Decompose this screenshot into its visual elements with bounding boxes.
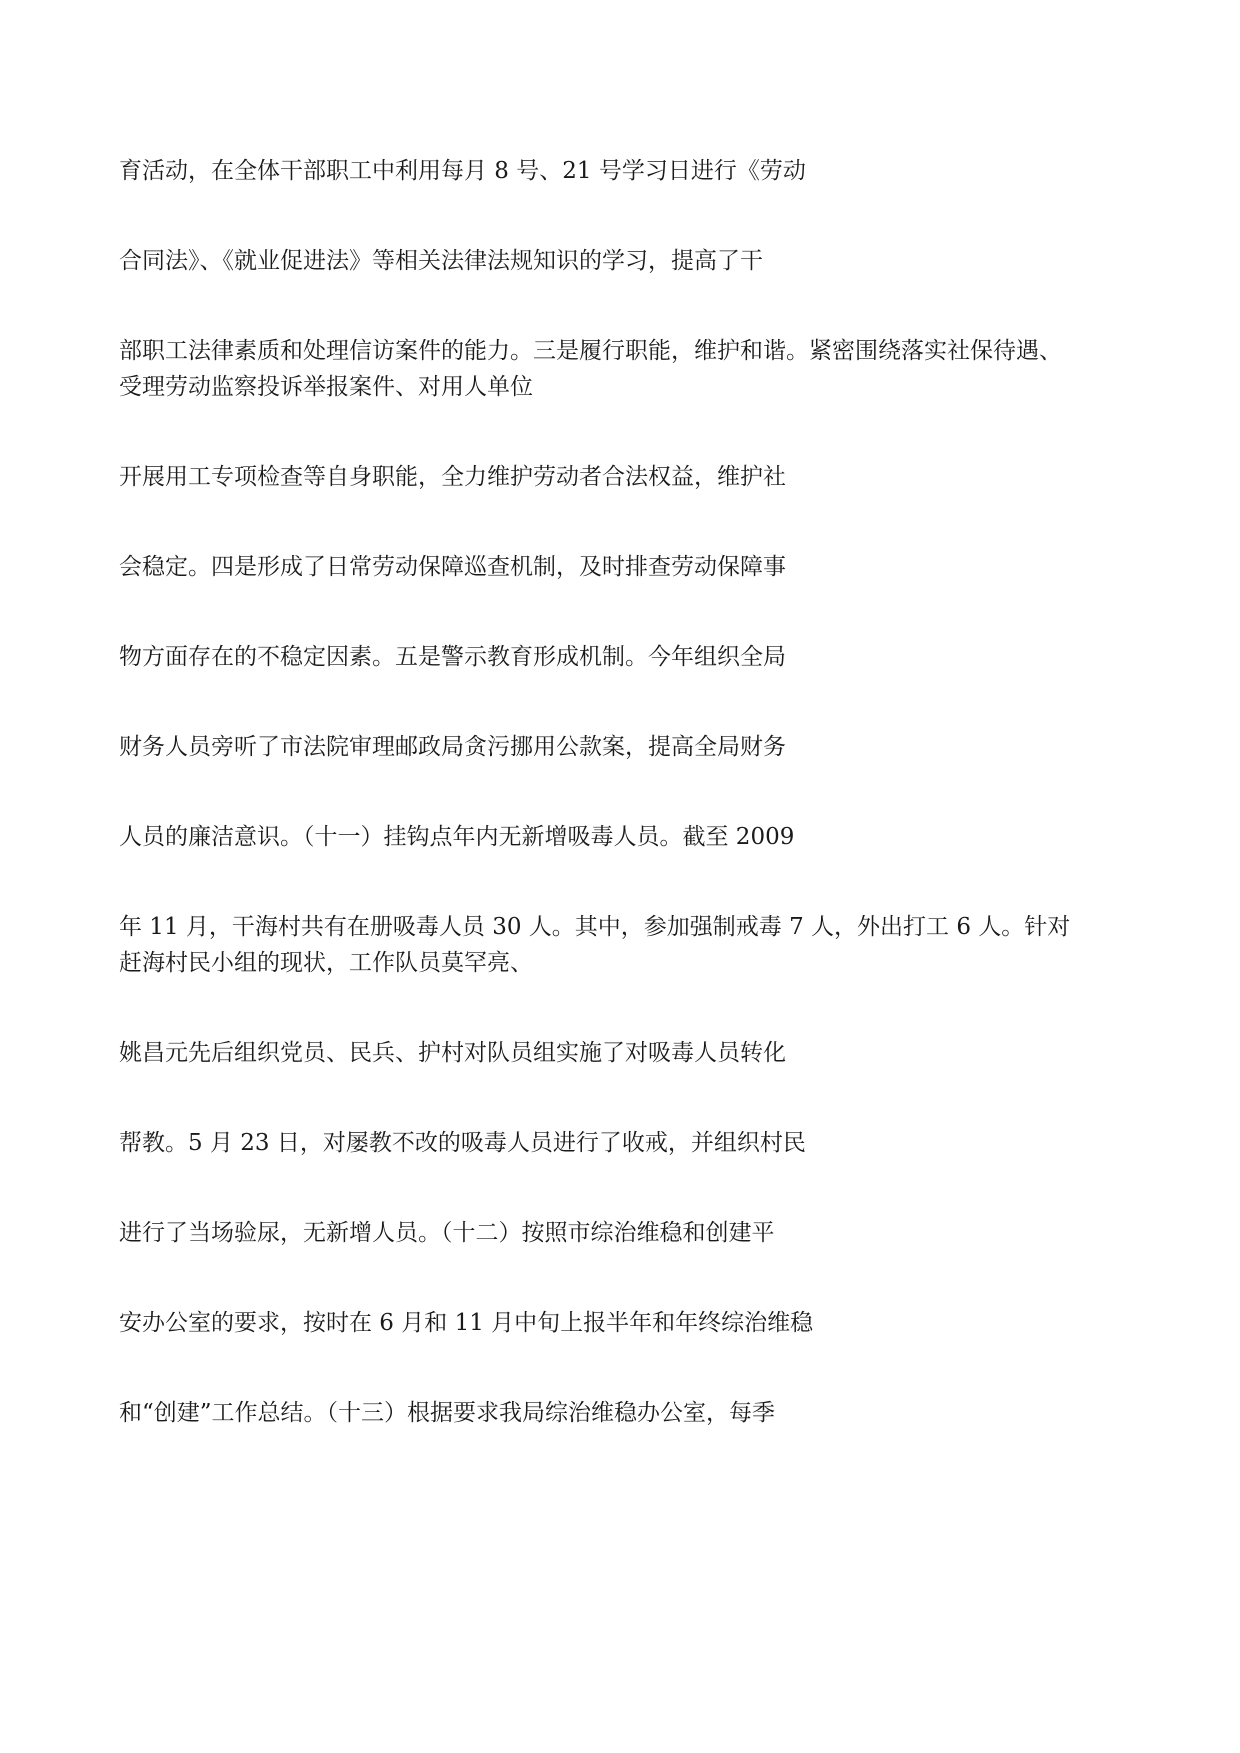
text-line-9: 人员的廉洁意识。（十一）挂钩点年内无新增吸毒人员。截至 2009 bbox=[119, 824, 795, 850]
text-line-4: 受理劳动监察投诉举报案件、对用人单位 bbox=[119, 374, 533, 400]
text-line-8: 财务人员旁听了市法院审理邮政局贪污挪用公款案，提高全局财务 bbox=[119, 734, 786, 760]
text-line-3: 部职工法律素质和处理信访案件的能力。三是履行职能，维护和谐。紧密围绕落实社保待遇、 bbox=[119, 338, 1062, 364]
text-line-16: 和“创建”工作总结。（十三）根据要求我局综治维稳办公室，每季 bbox=[119, 1400, 776, 1426]
text-line-1: 育活动，在全体干部职工中利用每月 8 号、21 号学习日进行《劳动 bbox=[119, 158, 806, 184]
text-line-5: 开展用工专项检查等自身职能，全力维护劳动者合法权益，维护社 bbox=[119, 464, 786, 490]
text-line-7: 物方面存在的不稳定因素。五是警示教育形成机制。今年组织全局 bbox=[119, 644, 786, 670]
text-line-11: 赶海村民小组的现状，工作队员莫罕亮、 bbox=[119, 950, 533, 976]
text-line-13: 帮教。5 月 23 日，对屡教不改的吸毒人员进行了收戒，并组织村民 bbox=[119, 1130, 806, 1156]
text-line-10: 年 11 月，干海村共有在册吸毒人员 30 人。其中，参加强制戒毒 7 人，外出打工 6 人。针对 bbox=[119, 914, 1071, 940]
text-line-12: 姚昌元先后组织党员、民兵、护村对队员组实施了对吸毒人员转化 bbox=[119, 1040, 786, 1066]
text-line-14: 进行了当场验尿，无新增人员。（十二）按照市综治维稳和创建平 bbox=[119, 1220, 775, 1246]
text-line-2: 合同法》、《就业促进法》等相关法律法规知识的学习，提高了干 bbox=[119, 248, 763, 274]
text-line-15: 安办公室的要求，按时在 6 月和 11 月中旬上报半年和年终综治维稳 bbox=[119, 1310, 814, 1336]
text-line-6: 会稳定。四是形成了日常劳动保障巡查机制，及时排查劳动保障事 bbox=[119, 554, 786, 580]
